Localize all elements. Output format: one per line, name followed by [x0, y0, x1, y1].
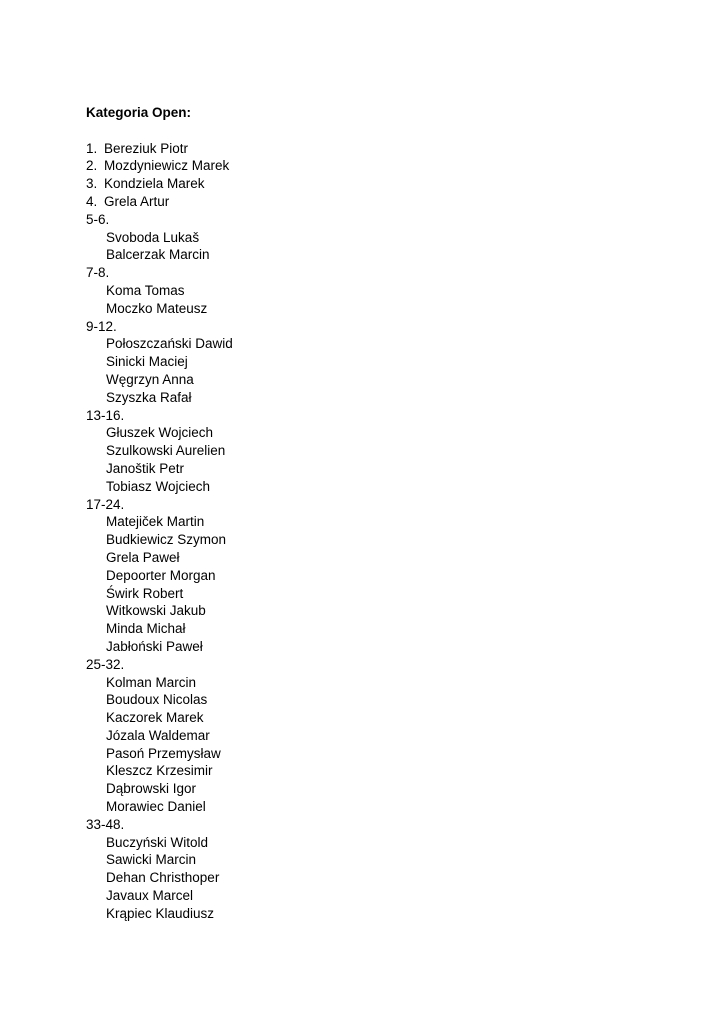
player-name: Javaux Marcel	[106, 888, 194, 904]
results-list	[86, 140, 686, 923]
player-name: Boudoux Nicolas	[106, 692, 208, 708]
player-name: Moczko Mateusz	[106, 300, 208, 316]
place-range-heading: 25-32.	[86, 656, 125, 672]
player-name: Dąbrowski Igor	[106, 781, 197, 797]
player-name: Kolman Marcin	[106, 674, 197, 690]
player-name: Tobiasz Wojciech	[106, 478, 211, 494]
player-name: Morawiec Daniel	[106, 799, 206, 815]
player-name: Józala Waldemar	[106, 727, 210, 743]
player-name: Kleszcz Krzesimir	[106, 763, 213, 779]
place-row	[86, 193, 686, 211]
player-name: Dehan Christhoper	[106, 870, 220, 886]
document-page	[86, 104, 686, 923]
place-number: 2.	[86, 158, 98, 174]
player-name: Sinicki Maciej	[106, 354, 188, 370]
player-name: Krąpiec Klaudiusz	[106, 905, 215, 921]
place-row	[86, 175, 686, 193]
player-name: Bereziuk Piotr	[104, 140, 189, 156]
player-name: Svoboda Lukaš	[106, 229, 200, 245]
player-name: Balcerzak Marcin	[106, 247, 210, 263]
player-name: Kondziela Marek	[104, 176, 205, 192]
player-name: Pasoń Przemysław	[106, 745, 221, 761]
place-range-heading: 7-8.	[86, 265, 110, 281]
place-range-heading: 9-12.	[86, 318, 117, 334]
player-name: Depoorter Morgan	[106, 567, 216, 583]
player-name: Świrk Robert	[106, 585, 184, 601]
player-name: Budkiewicz Szymon	[106, 532, 227, 548]
place-number: 1.	[86, 140, 98, 156]
player-name: Minda Michał	[106, 621, 186, 637]
place-range-heading: 17-24.	[86, 496, 125, 512]
player-name: Buczyński Witold	[106, 834, 209, 850]
player-name: Szyszka Rafał	[106, 389, 192, 405]
place-row	[86, 157, 686, 175]
player-name: Grela Artur	[104, 193, 170, 209]
player-name: Jabłoński Paweł	[106, 638, 203, 654]
place-row	[86, 140, 686, 158]
player-name: Sawicki Marcin	[106, 852, 197, 868]
player-name: Głuszek Wojciech	[106, 425, 214, 441]
place-range-heading: 13-16.	[86, 407, 125, 423]
player-name: Witkowski Jakub	[106, 603, 206, 619]
place-number: 3.	[86, 176, 98, 192]
place-number: 4.	[86, 193, 98, 209]
player-name: Kaczorek Marek	[106, 710, 204, 726]
place-range-heading: 33-48.	[86, 816, 125, 832]
player-name: Grela Paweł	[106, 549, 180, 565]
player-name: Koma Tomas	[106, 282, 185, 298]
player-name: Matejiček Martin	[106, 514, 205, 530]
place-range-heading: 5-6.	[86, 211, 110, 227]
player-name: Janoštik Petr	[106, 460, 185, 476]
player-name: Połoszczański Dawid	[106, 336, 233, 352]
player-name: Mozdyniewicz Marek	[104, 158, 230, 174]
player-name: Węgrzyn Anna	[106, 371, 194, 387]
document-title: Kategoria Open:	[86, 105, 192, 120]
player-name: Szulkowski Aurelien	[106, 443, 226, 459]
